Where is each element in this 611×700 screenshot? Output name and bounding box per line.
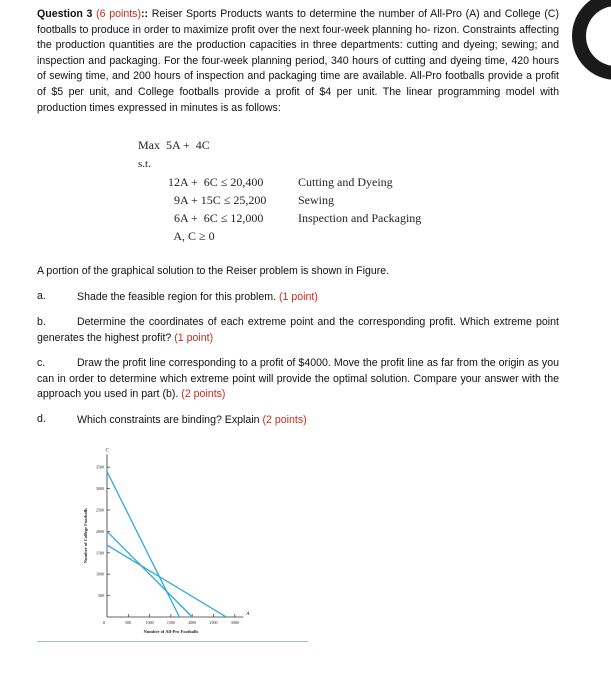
x-axis-letter: A: [246, 612, 250, 617]
constraint-line: [107, 531, 192, 617]
intro-text: A portion of the graphical solution to the Reiser problem is shown in Figure.: [37, 265, 390, 277]
question-label: Question 3: [37, 8, 93, 20]
lp-constraint-row: [168, 211, 421, 226]
x-tick-label: 1500: [166, 620, 175, 625]
part-a-points: (1 point): [279, 291, 318, 303]
part-a-question: Shade the feasible region for this problem.: [77, 291, 277, 303]
lp-constraint-row: [168, 229, 298, 244]
lp-subject-to: s.t.: [138, 158, 151, 170]
part-c-points: (2 points): [181, 388, 226, 401]
constraint-expression: 9A + 15C ≤ 25,200: [168, 193, 267, 207]
question-body: Reiser Sports Products wants to determine the number of All-Pro (A) and College (C) footballs to produce in order to maximize profit over the next four-week planning ho- rizon. Constraints affecting the production quantities are the production capacities in three departments: cutting and dyeing; sewing; and inspection and packaging. For the four-week planning period, 340 hours of cutting and dyeing time, 420 hours of sewing time, and 200 hours of inspection and packaging time are available. All-Pro footballs provide a profit of $5 per unit, and College footballs provide a profit of $4 per unit. The linear programming model with production times expressed in minutes is as follows:: [37, 8, 559, 114]
lp-constraint-row: [168, 193, 334, 208]
x-tick-label: 1000: [145, 620, 154, 625]
y-tick-label: 1500: [96, 550, 104, 556]
decorative-circle: [572, 0, 611, 80]
x-axis-title: Number of All-Pro Footballs: [143, 629, 199, 634]
constraint-expression: 6A + 6C ≤ 12,000: [168, 211, 264, 225]
part-b-question: Determine the coordinates of each extreme point and the corresponding profit. Which extreme point generates the highest profit?: [37, 316, 559, 344]
question-paragraph: [37, 7, 559, 116]
y-tick-label: 1000: [96, 571, 104, 577]
constraint-line: [107, 545, 226, 617]
part-c-text: [37, 356, 559, 403]
constraint-expression: 12A + 6C ≤ 20,400: [168, 175, 264, 189]
part-a-label: a.: [37, 290, 46, 302]
part-a-text: [77, 290, 557, 306]
part-b-points: (1 point): [174, 331, 214, 344]
part-d-points: (2 points): [262, 414, 307, 426]
lp-graph: [37, 437, 308, 641]
y-tick-label: 500: [98, 593, 104, 599]
graph-panel: [37, 437, 308, 642]
y-tick-label: 3000: [96, 486, 104, 492]
constraint-name: Sewing: [298, 193, 334, 207]
y-axis-letter: C: [105, 448, 109, 454]
part-b-text: [37, 315, 559, 346]
question-suffix: ::: [141, 8, 149, 20]
x-tick-label: 2500: [209, 620, 218, 625]
y-tick-label: 2500: [96, 507, 104, 513]
lp-objective: Max 5A + 4C: [138, 138, 210, 152]
constraint-name: Inspection and Packaging: [298, 211, 422, 225]
part-c-question: Draw the profit line corresponding to a profit of $4000. Move the profit line as far from the origin as you can in order to determine which extreme point will provide the optimal solution. Compare your answer with the approach you used in part (b).: [37, 357, 559, 401]
x-tick-label: 500: [125, 620, 132, 625]
origin-label: 0: [103, 620, 106, 625]
y-axis-title: Number of College Footballs: [83, 508, 88, 564]
y-tick-label: 2000: [96, 528, 104, 534]
x-tick-label: 3000: [230, 620, 239, 625]
part-d-question: Which constraints are binding? Explain: [77, 414, 260, 426]
part-c-label: c.: [37, 357, 46, 369]
x-tick-label: 2000: [188, 620, 197, 625]
part-b-label: b.: [37, 316, 46, 328]
constraint-line: [107, 471, 179, 617]
constraint-name: Cutting and Dyeing: [298, 175, 393, 189]
question-points: (6 points): [96, 8, 141, 20]
lp-constraint-row: [168, 175, 393, 190]
part-d-label: d.: [37, 413, 46, 425]
part-d-text: [77, 413, 557, 429]
y-tick-label: 3500: [96, 464, 104, 470]
constraint-expression: A, C ≥ 0: [168, 229, 215, 243]
